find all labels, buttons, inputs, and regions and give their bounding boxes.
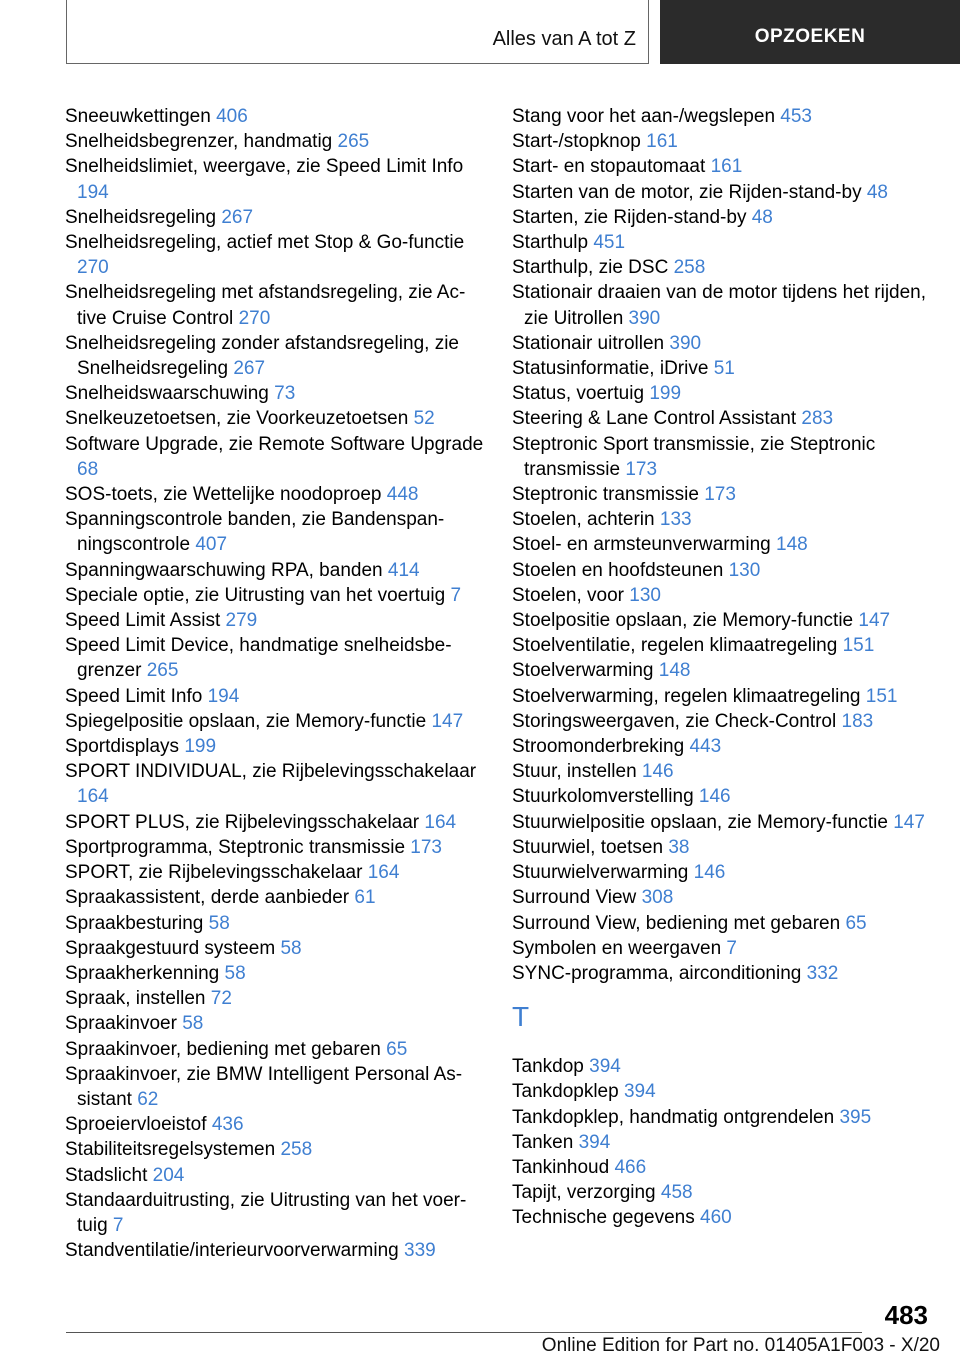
entry-term: Stoelpositie opslaan, zie Memory-functie [512, 610, 854, 632]
page-link[interactable]: 73 [274, 383, 296, 405]
index-entry [65, 961, 485, 986]
index-entry [65, 633, 485, 683]
page-link[interactable]: 414 [387, 559, 420, 581]
index-entry [65, 911, 485, 936]
page-link[interactable]: 448 [386, 484, 419, 506]
page-link[interactable]: 394 [578, 1131, 611, 1153]
search-tab[interactable]: OPZOEKEN [660, 0, 960, 64]
index-entry [65, 608, 485, 633]
page-link[interactable]: 51 [713, 358, 735, 380]
index-entry [512, 1155, 932, 1180]
page-link[interactable]: 164 [367, 862, 400, 884]
entry-term: Tankinhoud [512, 1156, 610, 1178]
page-link[interactable]: 339 [404, 1240, 436, 1262]
index-entry [65, 154, 485, 204]
index-entry [512, 961, 932, 986]
page-link[interactable]: 204 [152, 1164, 185, 1186]
entry-term: Snelkeuzetoetsen, zie Voorkeuzetoetsen [65, 408, 409, 430]
entry-term: Snelheidslimiet, weergave, zie Speed Limit Info [65, 156, 464, 178]
index-entry [512, 406, 932, 431]
page-link[interactable]: 453 [780, 106, 812, 127]
page-link[interactable]: 390 [628, 307, 661, 329]
footer-rule [66, 1332, 862, 1333]
page-link[interactable]: 52 [413, 408, 435, 430]
entry-term: Storingsweergaven, zie Check-Control [512, 710, 837, 732]
index-entry [512, 608, 932, 633]
entry-term: Stoelverwarming, regelen klimaatregeling [512, 685, 861, 707]
index-entry [512, 507, 932, 532]
entry-term: Spraakinvoer, bediening met gebaren [65, 1038, 381, 1060]
page-link[interactable]: 394 [623, 1081, 656, 1103]
page-link[interactable]: 58 [208, 912, 230, 934]
entry-term: Tankdopklep [512, 1081, 619, 1103]
footer-edition: Online Edition for Part no. 01405A1F003 - X/20 [541, 1335, 940, 1356]
page-link[interactable]: 308 [641, 887, 674, 909]
entry-term: Spraakinvoer [65, 1013, 177, 1035]
index-entry [65, 104, 485, 129]
entry-term: Spanningscontrole banden, zie Bandenspanningscontrole [65, 509, 445, 556]
page-link[interactable]: 58 [182, 1013, 204, 1035]
index-entry [65, 507, 485, 557]
page-link[interactable]: 406 [216, 106, 248, 127]
entry-term: Sportprogramma, Steptronic transmissie [65, 836, 406, 858]
page-link[interactable]: 151 [865, 685, 898, 707]
page-link[interactable]: 148 [658, 660, 691, 682]
entry-term: Stationair draaien van de motor tijdens het rijden, zie Uitrollen [512, 282, 927, 329]
index-entry [65, 885, 485, 910]
index-entry [512, 734, 932, 759]
index-entry [512, 860, 932, 885]
page-link[interactable]: 161 [710, 156, 743, 178]
entry-term: Starten, zie Rijden-stand-by [512, 206, 747, 228]
index-entry [512, 759, 932, 784]
page-link[interactable]: 279 [225, 610, 258, 632]
page-link[interactable]: 48 [866, 181, 888, 203]
header-divider-left [66, 0, 67, 64]
entry-term: Snelheidsregeling [65, 206, 217, 228]
entry-term: Stroomonderbreking [512, 736, 685, 758]
index-entry [512, 432, 932, 482]
header-divider-right [648, 0, 649, 64]
entry-term: Speed Limit Assist [65, 610, 221, 632]
entry-term: Tanken [512, 1131, 574, 1153]
index-group-t [512, 1054, 932, 1230]
entry-term: Speed Limit Info [65, 685, 203, 707]
page-link[interactable]: 147 [431, 710, 464, 732]
entry-term: Stuurwielpositie opslaan, zie Memory-functie [512, 811, 888, 833]
page-link[interactable]: 173 [410, 836, 442, 858]
page-link[interactable]: 267 [221, 206, 254, 228]
entry-term: Sportdisplays [65, 736, 180, 758]
entry-term: Stang voor het aan-/wegslepen [512, 106, 776, 127]
page-link[interactable]: 199 [649, 383, 682, 405]
page-link[interactable]: 194 [77, 181, 109, 203]
entry-term: Surround View, bediening met gebaren [512, 912, 841, 934]
index-entry [512, 1054, 932, 1079]
page-link[interactable]: 161 [646, 131, 678, 153]
index-entry [512, 104, 932, 129]
entry-term: SPORT PLUS, zie Rijbelevingsschakelaar [65, 811, 420, 833]
index-entry [512, 1130, 932, 1155]
page-link[interactable]: 164 [424, 811, 457, 833]
entry-term: Snelheidswaarschuwing [65, 383, 269, 405]
index-entry [512, 280, 932, 330]
entry-term: Spraakgestuurd systeem [65, 937, 276, 959]
index-entry [65, 280, 485, 330]
entry-term: Surround View [512, 887, 637, 909]
page-link[interactable]: 460 [700, 1207, 732, 1229]
index-entry [512, 1205, 932, 1230]
index-entry [65, 709, 485, 734]
entry-term: SYNC-programma, airconditioning [512, 962, 802, 984]
entry-term: Stuurkolomverstelling [512, 786, 694, 808]
entry-term: Stoel- en armsteunverwarming [512, 534, 771, 556]
index-entry [512, 1079, 932, 1104]
index-column-right [512, 104, 932, 1231]
page-link[interactable]: 173 [625, 458, 658, 480]
page-link[interactable]: 390 [669, 332, 702, 354]
page-link[interactable]: 270 [77, 257, 109, 279]
page-link[interactable]: 283 [801, 408, 834, 430]
entry-term: Starthulp [512, 232, 589, 254]
entry-term: Standventilatie/interieurvoorverwarming [65, 1240, 399, 1262]
index-entry [65, 381, 485, 406]
page-link[interactable]: 173 [704, 484, 736, 506]
page-link[interactable]: 62 [137, 1088, 159, 1110]
entry-term: Symbolen en weergaven [512, 937, 722, 959]
page-link[interactable]: 147 [893, 811, 925, 833]
entry-term: Spraakassistent, derde aanbieder [65, 887, 350, 909]
index-entry [65, 1238, 485, 1263]
page-link[interactable]: 65 [386, 1038, 408, 1060]
index-entry [512, 885, 932, 910]
page-link[interactable]: 332 [806, 962, 839, 984]
index-entry [65, 1163, 485, 1188]
page-link[interactable]: 68 [77, 458, 99, 480]
index-entry [512, 784, 932, 809]
letter-heading-t: T [512, 1001, 530, 1033]
entry-term: Stoelen, voor [512, 584, 624, 606]
page-link[interactable]: 7 [112, 1214, 124, 1236]
page-link[interactable]: 148 [776, 534, 808, 556]
page-link[interactable]: 270 [238, 307, 271, 329]
index-entry [512, 835, 932, 860]
index-entry [65, 129, 485, 154]
index-entry [65, 684, 485, 709]
entry-term: Steptronic transmissie [512, 484, 699, 506]
page-link[interactable]: 58 [280, 937, 302, 959]
page-link[interactable]: 146 [693, 862, 726, 884]
entry-term: Standaarduitrusting, zie Uitrusting van het voertuig [65, 1189, 467, 1236]
index-entry [512, 1180, 932, 1205]
entry-term: Software Upgrade, zie Remote Software Upgrade [65, 433, 484, 455]
index-group-s [512, 104, 932, 986]
index-entry [512, 205, 932, 230]
index-entry [65, 810, 485, 835]
index-entry [65, 406, 485, 431]
entry-term: Tapijt, verzorging [512, 1182, 656, 1204]
page-link[interactable]: 65 [845, 912, 867, 934]
index-entry [65, 1011, 485, 1036]
index-entry [65, 835, 485, 860]
index-entry [512, 810, 932, 835]
entry-term: Spraak, instellen [65, 988, 206, 1010]
entry-term: Tankdopklep, handmatig ontgrendelen [512, 1106, 835, 1128]
page-link[interactable]: 436 [211, 1114, 244, 1136]
index-entry [65, 1112, 485, 1137]
page-link[interactable]: 267 [233, 358, 266, 380]
index-entry [512, 356, 932, 381]
entry-term: Spraakherkenning [65, 962, 220, 984]
entry-term: Spraakbesturing [65, 912, 204, 934]
page-link[interactable]: 394 [589, 1056, 621, 1078]
page-link[interactable]: 183 [841, 710, 874, 732]
entry-term: SPORT INDIVIDUAL, zie Rijbelevingsschakelaar [65, 761, 477, 783]
page-link[interactable]: 466 [614, 1156, 647, 1178]
entry-term: Starthulp, zie DSC [512, 257, 669, 279]
page-link[interactable]: 458 [660, 1182, 693, 1204]
entry-term: Speciale optie, zie Uitrusting van het voertuig [65, 584, 446, 606]
index-entry [65, 331, 485, 381]
entry-term: Spraakinvoer, zie BMW Intelligent Personal Assistant [65, 1063, 463, 1110]
page-link[interactable]: 443 [689, 736, 722, 758]
page-link[interactable]: 61 [354, 887, 376, 909]
index-entry [512, 658, 932, 683]
index-entry [512, 482, 932, 507]
page-link[interactable]: 147 [858, 610, 891, 632]
page-link[interactable]: 194 [207, 685, 240, 707]
index-entry [512, 633, 932, 658]
page-link[interactable]: 151 [842, 635, 875, 657]
index-entry [65, 482, 485, 507]
page-number: 483 [884, 1300, 928, 1330]
page-link[interactable]: 451 [593, 232, 626, 254]
entry-term: Stoelverwarming [512, 660, 654, 682]
entry-term: Snelheidsregeling zonder afstandsregeling, zie Snelheidsregeling [65, 332, 459, 380]
entry-term: Statusinformatie, iDrive [512, 358, 709, 380]
index-entry [65, 759, 485, 809]
entry-term: Stuur, instellen [512, 761, 637, 783]
index-entry [512, 558, 932, 583]
index-entry [512, 255, 932, 280]
entry-term: Spanningwaarschuwing RPA, banden [65, 559, 383, 581]
index-entry [65, 558, 485, 583]
index-entry [512, 230, 932, 255]
page-link[interactable]: 130 [728, 559, 761, 581]
page-link[interactable]: 130 [629, 584, 661, 606]
entry-term: Snelheidsregeling, actief met Stop & Go-functie [65, 232, 465, 254]
index-entry [65, 1188, 485, 1238]
page-link[interactable]: 146 [641, 761, 674, 783]
index-column-left [65, 104, 485, 1263]
entry-term: Start- en stopautomaat [512, 156, 706, 178]
index-entry [65, 1062, 485, 1112]
entry-term: Tankdop [512, 1056, 584, 1078]
page-link[interactable]: 133 [659, 509, 692, 531]
entry-term: Speed Limit Device, handmatige snelheidsbegrenzer [65, 635, 452, 682]
entry-term: Start-/stopknop [512, 131, 641, 153]
index-entry [512, 709, 932, 734]
page-link[interactable]: 407 [195, 534, 228, 556]
entry-term: Steering & Lane Control Assistant [512, 408, 797, 430]
index-entry [65, 205, 485, 230]
index-entry [65, 230, 485, 280]
index-entry [512, 180, 932, 205]
entry-term: Stationair uitrollen [512, 332, 665, 354]
page-link[interactable]: 72 [210, 988, 232, 1010]
entry-term: Stadslicht [65, 1164, 148, 1186]
entry-term: Sneeuwkettingen [65, 106, 211, 127]
index-entry [512, 911, 932, 936]
entry-term: Snelheidsbegrenzer, handmatig [65, 131, 333, 153]
entry-term: SPORT, zie Rijbelevingsschakelaar [65, 862, 363, 884]
index-entry [512, 154, 932, 179]
entry-term: Snelheidsregeling met afstandsregeling, zie Active Cruise Control [65, 282, 466, 329]
entry-term: Technische gegevens [512, 1207, 695, 1229]
page-link[interactable]: 146 [698, 786, 731, 808]
page-link[interactable]: 265 [337, 131, 370, 153]
index-entry [65, 734, 485, 759]
index-entry [512, 936, 932, 961]
index-entry [512, 381, 932, 406]
page-link[interactable]: 48 [751, 206, 773, 228]
page-link[interactable]: 265 [146, 660, 179, 682]
index-entry [512, 532, 932, 557]
page-link[interactable]: 395 [839, 1106, 872, 1128]
entry-term: SOS-toets, zie Wettelijke noodoproep [65, 484, 382, 506]
index-entry [512, 129, 932, 154]
page-link[interactable]: 258 [673, 257, 706, 279]
page-link[interactable]: 199 [184, 736, 217, 758]
page-link[interactable]: 58 [224, 962, 246, 984]
index-entry [512, 684, 932, 709]
index-entry [65, 936, 485, 961]
index-entry [65, 1137, 485, 1162]
page-link[interactable]: 38 [668, 836, 690, 858]
entry-term: Stabiliteitsregelsystemen [65, 1139, 276, 1161]
entry-term: Stuurwielverwarming [512, 862, 689, 884]
index-entry [512, 331, 932, 356]
page-link[interactable]: 258 [280, 1139, 313, 1161]
entry-term: Status, voertuig [512, 383, 645, 405]
page-link[interactable]: 7 [450, 584, 462, 606]
entry-term: Steptronic Sport transmissie, zie Steptronic transmissie [512, 433, 876, 480]
index-entry [65, 860, 485, 885]
entry-term: Stuurwiel, toetsen [512, 836, 664, 858]
index-entry [512, 583, 932, 608]
entry-term: Sproeiervloeistof [65, 1114, 207, 1136]
index-entry [65, 432, 485, 482]
index-entry [65, 583, 485, 608]
header-underline [66, 63, 648, 64]
index-entry [512, 1105, 932, 1130]
entry-term: Spiegelpositie opslaan, zie Memory-functie [65, 710, 427, 732]
section-title: Alles van A tot Z [492, 28, 636, 50]
page-link[interactable]: 7 [726, 937, 737, 959]
entry-term: Stoelventilatie, regelen klimaatregeling [512, 635, 838, 657]
index-entry [65, 1037, 485, 1062]
entry-term: Stoelen, achterin [512, 509, 655, 531]
index-entry [65, 986, 485, 1011]
entry-term: Starten van de motor, zie Rijden-stand-by [512, 181, 862, 203]
page-link[interactable]: 164 [77, 786, 109, 808]
entry-term: Stoelen en hoofdsteunen [512, 559, 724, 581]
